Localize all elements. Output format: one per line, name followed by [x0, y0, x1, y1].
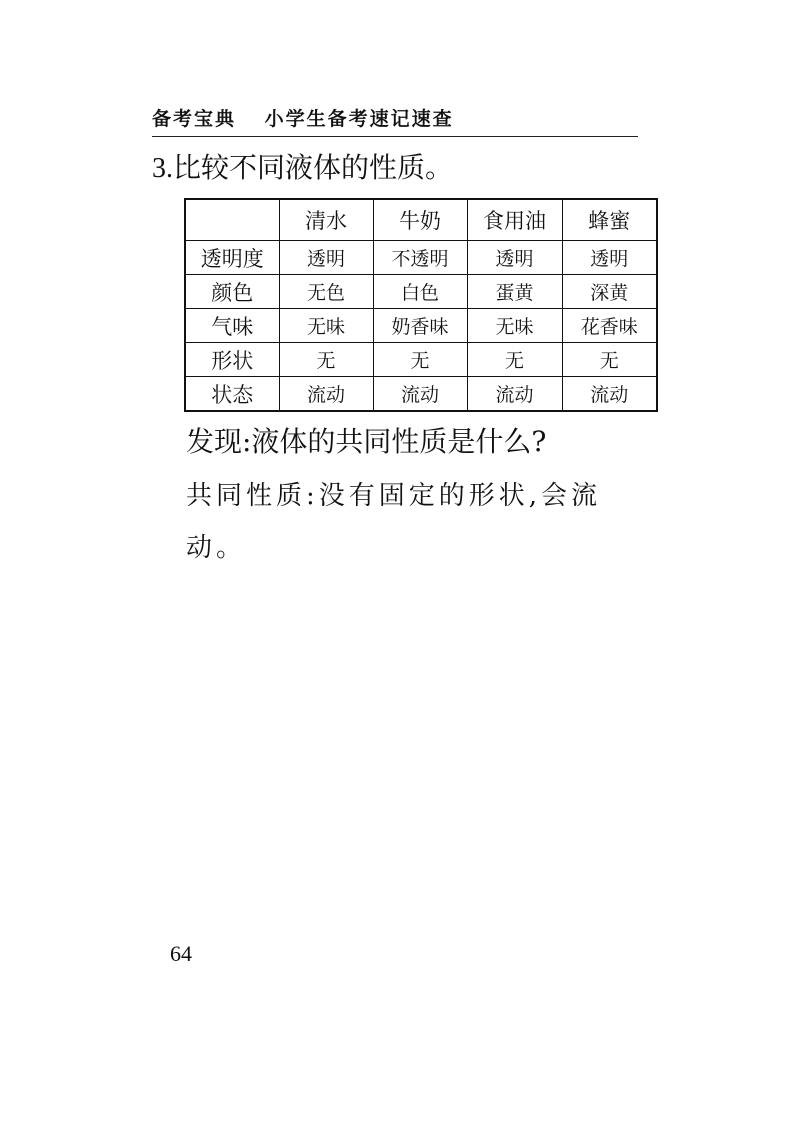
- liquid-properties-table: [184, 198, 658, 412]
- table-row: [185, 343, 657, 377]
- table-cell: 透明: [279, 241, 373, 275]
- section-title-text: 比较不同液体的性质。: [173, 151, 454, 184]
- row-label-state: 状态: [185, 377, 279, 412]
- row-label-shape: 形状: [185, 343, 279, 377]
- table-cell: 透明: [562, 241, 657, 275]
- table-cell: 无: [562, 343, 657, 377]
- table-cell: 无: [279, 343, 373, 377]
- table-row: [185, 309, 657, 343]
- page-number: 64: [170, 941, 192, 966]
- table-cell: 奶香味: [373, 309, 467, 343]
- table-cell: 流动: [373, 377, 467, 412]
- column-header-milk: 牛奶: [373, 199, 467, 241]
- table-cell: 深黄: [562, 275, 657, 309]
- table-cell: 白色: [373, 275, 467, 309]
- column-header-cooking-oil: 食用油: [467, 199, 562, 241]
- section-heading: [152, 150, 453, 187]
- table-row: [185, 241, 657, 275]
- row-label-smell: 气味: [185, 309, 279, 343]
- table-cell: 无: [467, 343, 562, 377]
- finding-answer: 共同性质:没有固定的形状,会流动。: [186, 481, 602, 563]
- table-cell: 不透明: [373, 241, 467, 275]
- table-cell: 花香味: [562, 309, 657, 343]
- column-header-honey: 蜂蜜: [562, 199, 657, 241]
- table-cell: 无色: [279, 275, 373, 309]
- table-row: [185, 377, 657, 412]
- row-label-transparency: 透明度: [185, 241, 279, 275]
- series-title: 小学生备考速记速查: [264, 108, 454, 130]
- table-cell: 无味: [279, 309, 373, 343]
- column-header-water: 清水: [279, 199, 373, 241]
- table-cell: 无味: [467, 309, 562, 343]
- running-header: [152, 106, 638, 137]
- row-label-color: 颜色: [185, 275, 279, 309]
- table-corner-cell: [185, 199, 279, 241]
- book-title: 备考宝典: [152, 108, 237, 130]
- table-header-row: [185, 199, 657, 241]
- table-cell: 蛋黄: [467, 275, 562, 309]
- finding-question: 发现:液体的共同性质是什么?: [186, 425, 547, 458]
- table-cell: 流动: [279, 377, 373, 412]
- findings-block: [186, 424, 656, 574]
- table-cell: 流动: [562, 377, 657, 412]
- table-cell: 透明: [467, 241, 562, 275]
- table-cell: 无: [373, 343, 467, 377]
- table-row: [185, 275, 657, 309]
- section-number: 3.: [152, 153, 173, 184]
- table-cell: 流动: [467, 377, 562, 412]
